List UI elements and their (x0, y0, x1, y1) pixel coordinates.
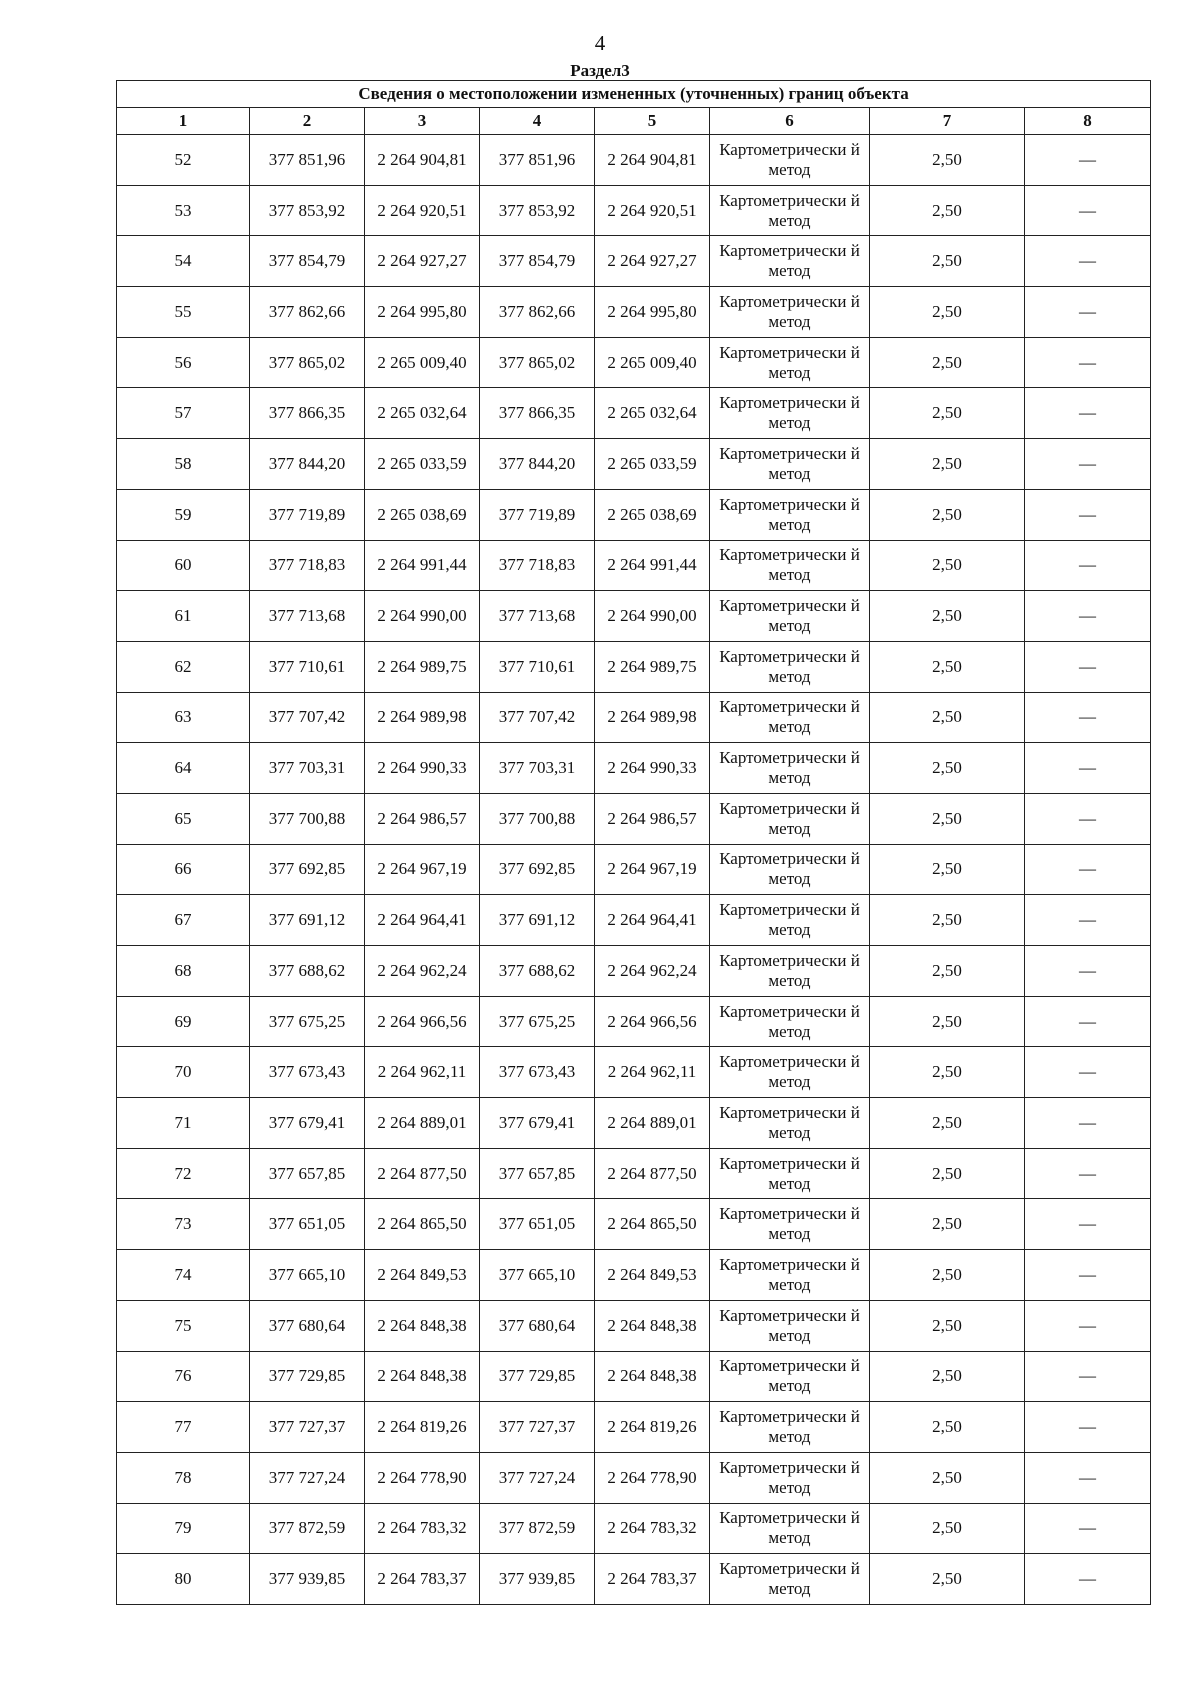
x-old-cell: 377 703,31 (250, 743, 365, 794)
method-cell: Картометрически й метод (710, 996, 870, 1047)
x-old-cell: 377 844,20 (250, 439, 365, 490)
y-old-cell: 2 264 848,38 (365, 1351, 480, 1402)
accuracy-cell: 2,50 (870, 591, 1025, 642)
table-row (117, 185, 1151, 236)
description-cell: — (1025, 540, 1151, 591)
table-caption: Сведения о местоположении измененных (уточненных) границ объекта (117, 81, 1151, 108)
accuracy-cell: 2,50 (870, 895, 1025, 946)
y-old-cell: 2 264 778,90 (365, 1452, 480, 1503)
accuracy-cell: 2,50 (870, 1351, 1025, 1402)
table-row (117, 946, 1151, 997)
method-cell: Картометрически й метод (710, 1503, 870, 1554)
x-new-cell: 377 713,68 (480, 591, 595, 642)
method-cell: Картометрически й метод (710, 236, 870, 287)
y-old-cell: 2 264 967,19 (365, 844, 480, 895)
x-old-cell: 377 727,24 (250, 1452, 365, 1503)
y-old-cell: 2 264 920,51 (365, 185, 480, 236)
y-new-cell: 2 264 991,44 (595, 540, 710, 591)
y-old-cell: 2 264 962,11 (365, 1047, 480, 1098)
y-new-cell: 2 264 778,90 (595, 1452, 710, 1503)
x-new-cell: 377 718,83 (480, 540, 595, 591)
x-new-cell: 377 673,43 (480, 1047, 595, 1098)
point-number-cell: 54 (117, 236, 250, 287)
y-new-cell: 2 264 989,98 (595, 692, 710, 743)
y-new-cell: 2 264 962,24 (595, 946, 710, 997)
x-old-cell: 377 866,35 (250, 388, 365, 439)
x-new-cell: 377 665,10 (480, 1250, 595, 1301)
accuracy-cell: 2,50 (870, 1402, 1025, 1453)
point-number-cell: 67 (117, 895, 250, 946)
point-number-cell: 64 (117, 743, 250, 794)
y-new-cell: 2 264 920,51 (595, 185, 710, 236)
y-old-cell: 2 264 865,50 (365, 1199, 480, 1250)
table-row (117, 1098, 1151, 1149)
description-cell: — (1025, 439, 1151, 490)
x-old-cell: 377 680,64 (250, 1300, 365, 1351)
point-number-cell: 76 (117, 1351, 250, 1402)
x-new-cell: 377 651,05 (480, 1199, 595, 1250)
table-row (117, 1199, 1151, 1250)
x-new-cell: 377 691,12 (480, 895, 595, 946)
y-old-cell: 2 264 962,24 (365, 946, 480, 997)
x-new-cell: 377 719,89 (480, 489, 595, 540)
point-number-cell: 68 (117, 946, 250, 997)
column-number: 8 (1025, 108, 1151, 135)
y-old-cell: 2 264 783,32 (365, 1503, 480, 1554)
y-new-cell: 2 264 966,56 (595, 996, 710, 1047)
column-number: 1 (117, 108, 250, 135)
table-row (117, 337, 1151, 388)
y-new-cell: 2 264 783,37 (595, 1554, 710, 1605)
table-row (117, 135, 1151, 186)
point-number-cell: 69 (117, 996, 250, 1047)
x-old-cell: 377 707,42 (250, 692, 365, 743)
column-number: 6 (710, 108, 870, 135)
method-cell: Картометрически й метод (710, 540, 870, 591)
description-cell: — (1025, 1452, 1151, 1503)
description-cell: — (1025, 1402, 1151, 1453)
y-old-cell: 2 264 849,53 (365, 1250, 480, 1301)
x-old-cell: 377 657,85 (250, 1148, 365, 1199)
point-number-cell: 61 (117, 591, 250, 642)
point-number-cell: 70 (117, 1047, 250, 1098)
method-cell: Картометрически й метод (710, 895, 870, 946)
method-cell: Картометрически й метод (710, 388, 870, 439)
method-cell: Картометрически й метод (710, 1148, 870, 1199)
section-title: Раздел3 (570, 61, 630, 80)
accuracy-cell: 2,50 (870, 1300, 1025, 1351)
table-row (117, 1148, 1151, 1199)
accuracy-cell: 2,50 (870, 743, 1025, 794)
accuracy-cell: 2,50 (870, 388, 1025, 439)
column-number: 7 (870, 108, 1025, 135)
y-new-cell: 2 264 889,01 (595, 1098, 710, 1149)
point-number-cell: 78 (117, 1452, 250, 1503)
accuracy-cell: 2,50 (870, 844, 1025, 895)
y-old-cell: 2 264 989,98 (365, 692, 480, 743)
x-new-cell: 377 679,41 (480, 1098, 595, 1149)
method-cell: Картометрически й метод (710, 1199, 870, 1250)
x-new-cell: 377 866,35 (480, 388, 595, 439)
table-row (117, 236, 1151, 287)
method-cell: Картометрически й метод (710, 591, 870, 642)
x-new-cell: 377 710,61 (480, 641, 595, 692)
y-new-cell: 2 264 819,26 (595, 1402, 710, 1453)
accuracy-cell: 2,50 (870, 1047, 1025, 1098)
description-cell: — (1025, 946, 1151, 997)
description-cell: — (1025, 1199, 1151, 1250)
y-old-cell: 2 264 995,80 (365, 287, 480, 338)
description-cell: — (1025, 844, 1151, 895)
y-new-cell: 2 264 927,27 (595, 236, 710, 287)
y-old-cell: 2 264 783,37 (365, 1554, 480, 1605)
accuracy-cell: 2,50 (870, 1250, 1025, 1301)
x-new-cell: 377 680,64 (480, 1300, 595, 1351)
point-number-cell: 75 (117, 1300, 250, 1351)
x-old-cell: 377 718,83 (250, 540, 365, 591)
accuracy-cell: 2,50 (870, 489, 1025, 540)
description-cell: — (1025, 996, 1151, 1047)
description-cell: — (1025, 185, 1151, 236)
accuracy-cell: 2,50 (870, 236, 1025, 287)
x-new-cell: 377 854,79 (480, 236, 595, 287)
accuracy-cell: 2,50 (870, 439, 1025, 490)
method-cell: Картометрически й метод (710, 1047, 870, 1098)
method-cell: Картометрически й метод (710, 1351, 870, 1402)
y-new-cell: 2 264 962,11 (595, 1047, 710, 1098)
x-old-cell: 377 851,96 (250, 135, 365, 186)
method-cell: Картометрически й метод (710, 743, 870, 794)
x-old-cell: 377 939,85 (250, 1554, 365, 1605)
point-number-cell: 63 (117, 692, 250, 743)
method-cell: Картометрически й метод (710, 1554, 870, 1605)
y-new-cell: 2 264 848,38 (595, 1300, 710, 1351)
accuracy-cell: 2,50 (870, 641, 1025, 692)
description-cell: — (1025, 1250, 1151, 1301)
method-cell: Картометрически й метод (710, 692, 870, 743)
method-cell: Картометрически й метод (710, 337, 870, 388)
point-number-cell: 53 (117, 185, 250, 236)
x-old-cell: 377 692,85 (250, 844, 365, 895)
accuracy-cell: 2,50 (870, 1148, 1025, 1199)
point-number-cell: 56 (117, 337, 250, 388)
point-number-cell: 58 (117, 439, 250, 490)
description-cell: — (1025, 1554, 1151, 1605)
method-cell: Картометрически й метод (710, 1250, 870, 1301)
page-number: 4 (594, 31, 606, 55)
y-new-cell: 2 264 964,41 (595, 895, 710, 946)
x-old-cell: 377 673,43 (250, 1047, 365, 1098)
x-new-cell: 377 729,85 (480, 1351, 595, 1402)
method-cell: Картометрически й метод (710, 135, 870, 186)
description-cell: — (1025, 337, 1151, 388)
x-old-cell: 377 719,89 (250, 489, 365, 540)
point-number-cell: 57 (117, 388, 250, 439)
table-row (117, 1047, 1151, 1098)
description-cell: — (1025, 1300, 1151, 1351)
table-row (117, 540, 1151, 591)
y-new-cell: 2 264 848,38 (595, 1351, 710, 1402)
accuracy-cell: 2,50 (870, 692, 1025, 743)
y-old-cell: 2 265 032,64 (365, 388, 480, 439)
point-number-cell: 52 (117, 135, 250, 186)
accuracy-cell: 2,50 (870, 185, 1025, 236)
x-new-cell: 377 853,92 (480, 185, 595, 236)
x-new-cell: 377 707,42 (480, 692, 595, 743)
accuracy-cell: 2,50 (870, 287, 1025, 338)
y-new-cell: 2 264 904,81 (595, 135, 710, 186)
x-old-cell: 377 675,25 (250, 996, 365, 1047)
point-number-cell: 79 (117, 1503, 250, 1554)
table-row (117, 641, 1151, 692)
accuracy-cell: 2,50 (870, 1554, 1025, 1605)
point-number-cell: 55 (117, 287, 250, 338)
table-row (117, 287, 1151, 338)
point-number-cell: 60 (117, 540, 250, 591)
table-row (117, 692, 1151, 743)
accuracy-cell: 2,50 (870, 996, 1025, 1047)
y-new-cell: 2 264 865,50 (595, 1199, 710, 1250)
accuracy-cell: 2,50 (870, 135, 1025, 186)
y-new-cell: 2 264 877,50 (595, 1148, 710, 1199)
y-new-cell: 2 265 032,64 (595, 388, 710, 439)
description-cell: — (1025, 895, 1151, 946)
x-old-cell: 377 700,88 (250, 793, 365, 844)
method-cell: Картометрически й метод (710, 844, 870, 895)
method-cell: Картометрически й метод (710, 793, 870, 844)
description-cell: — (1025, 1098, 1151, 1149)
x-new-cell: 377 692,85 (480, 844, 595, 895)
column-number: 3 (365, 108, 480, 135)
x-new-cell: 377 703,31 (480, 743, 595, 794)
method-cell: Картометрически й метод (710, 1098, 870, 1149)
table-row (117, 793, 1151, 844)
method-cell: Картометрически й метод (710, 185, 870, 236)
y-new-cell: 2 265 009,40 (595, 337, 710, 388)
table-row (117, 388, 1151, 439)
y-new-cell: 2 264 967,19 (595, 844, 710, 895)
y-new-cell: 2 264 986,57 (595, 793, 710, 844)
method-cell: Картометрически й метод (710, 439, 870, 490)
description-cell: — (1025, 1047, 1151, 1098)
x-old-cell: 377 713,68 (250, 591, 365, 642)
x-new-cell: 377 844,20 (480, 439, 595, 490)
y-old-cell: 2 264 848,38 (365, 1300, 480, 1351)
method-cell: Картометрически й метод (710, 287, 870, 338)
description-cell: — (1025, 591, 1151, 642)
x-old-cell: 377 727,37 (250, 1402, 365, 1453)
x-new-cell: 377 727,24 (480, 1452, 595, 1503)
coordinates-table (116, 80, 1151, 1605)
y-new-cell: 2 264 989,75 (595, 641, 710, 692)
y-old-cell: 2 264 990,00 (365, 591, 480, 642)
table-row (117, 1503, 1151, 1554)
description-cell: — (1025, 793, 1151, 844)
table-row (117, 1250, 1151, 1301)
method-cell: Картометрически й метод (710, 1300, 870, 1351)
table-row (117, 743, 1151, 794)
table-row (117, 895, 1151, 946)
table-body (117, 135, 1151, 1605)
y-old-cell: 2 264 819,26 (365, 1402, 480, 1453)
y-old-cell: 2 264 966,56 (365, 996, 480, 1047)
column-number: 5 (595, 108, 710, 135)
x-old-cell: 377 688,62 (250, 946, 365, 997)
column-number-row (117, 108, 1151, 135)
y-old-cell: 2 264 889,01 (365, 1098, 480, 1149)
method-cell: Картометрически й метод (710, 1402, 870, 1453)
table-row (117, 489, 1151, 540)
description-cell: — (1025, 743, 1151, 794)
description-cell: — (1025, 287, 1151, 338)
column-number: 4 (480, 108, 595, 135)
point-number-cell: 77 (117, 1402, 250, 1453)
table-row (117, 996, 1151, 1047)
description-cell: — (1025, 1351, 1151, 1402)
y-old-cell: 2 265 033,59 (365, 439, 480, 490)
x-old-cell: 377 729,85 (250, 1351, 365, 1402)
x-old-cell: 377 651,05 (250, 1199, 365, 1250)
accuracy-cell: 2,50 (870, 1199, 1025, 1250)
y-old-cell: 2 264 990,33 (365, 743, 480, 794)
accuracy-cell: 2,50 (870, 1503, 1025, 1554)
table-row (117, 439, 1151, 490)
table-row (117, 844, 1151, 895)
x-new-cell: 377 700,88 (480, 793, 595, 844)
point-number-cell: 74 (117, 1250, 250, 1301)
description-cell: — (1025, 1503, 1151, 1554)
description-cell: — (1025, 135, 1151, 186)
accuracy-cell: 2,50 (870, 793, 1025, 844)
y-old-cell: 2 264 989,75 (365, 641, 480, 692)
column-number: 2 (250, 108, 365, 135)
y-old-cell: 2 265 009,40 (365, 337, 480, 388)
table-row (117, 1402, 1151, 1453)
y-old-cell: 2 264 991,44 (365, 540, 480, 591)
y-new-cell: 2 264 990,00 (595, 591, 710, 642)
x-new-cell: 377 872,59 (480, 1503, 595, 1554)
table-row (117, 1452, 1151, 1503)
x-old-cell: 377 665,10 (250, 1250, 365, 1301)
x-new-cell: 377 862,66 (480, 287, 595, 338)
method-cell: Картометрически й метод (710, 489, 870, 540)
point-number-cell: 80 (117, 1554, 250, 1605)
x-new-cell: 377 688,62 (480, 946, 595, 997)
y-new-cell: 2 265 033,59 (595, 439, 710, 490)
accuracy-cell: 2,50 (870, 540, 1025, 591)
y-new-cell: 2 264 783,32 (595, 1503, 710, 1554)
x-new-cell: 377 657,85 (480, 1148, 595, 1199)
x-old-cell: 377 865,02 (250, 337, 365, 388)
x-old-cell: 377 872,59 (250, 1503, 365, 1554)
description-cell: — (1025, 1148, 1151, 1199)
description-cell: — (1025, 692, 1151, 743)
x-old-cell: 377 862,66 (250, 287, 365, 338)
method-cell: Картометрически й метод (710, 641, 870, 692)
method-cell: Картометрически й метод (710, 1452, 870, 1503)
y-old-cell: 2 264 986,57 (365, 793, 480, 844)
table-row (117, 1351, 1151, 1402)
point-number-cell: 66 (117, 844, 250, 895)
accuracy-cell: 2,50 (870, 1098, 1025, 1149)
point-number-cell: 73 (117, 1199, 250, 1250)
accuracy-cell: 2,50 (870, 946, 1025, 997)
point-number-cell: 62 (117, 641, 250, 692)
method-cell: Картометрически й метод (710, 946, 870, 997)
y-old-cell: 2 264 904,81 (365, 135, 480, 186)
x-old-cell: 377 691,12 (250, 895, 365, 946)
y-old-cell: 2 264 877,50 (365, 1148, 480, 1199)
x-new-cell: 377 675,25 (480, 996, 595, 1047)
description-cell: — (1025, 388, 1151, 439)
point-number-cell: 65 (117, 793, 250, 844)
x-new-cell: 377 851,96 (480, 135, 595, 186)
table-row (117, 1300, 1151, 1351)
y-old-cell: 2 264 964,41 (365, 895, 480, 946)
y-new-cell: 2 264 849,53 (595, 1250, 710, 1301)
table-row (117, 1554, 1151, 1605)
x-new-cell: 377 865,02 (480, 337, 595, 388)
table-row (117, 591, 1151, 642)
x-old-cell: 377 854,79 (250, 236, 365, 287)
accuracy-cell: 2,50 (870, 337, 1025, 388)
x-old-cell: 377 679,41 (250, 1098, 365, 1149)
x-new-cell: 377 939,85 (480, 1554, 595, 1605)
x-old-cell: 377 710,61 (250, 641, 365, 692)
y-new-cell: 2 264 990,33 (595, 743, 710, 794)
accuracy-cell: 2,50 (870, 1452, 1025, 1503)
y-old-cell: 2 265 038,69 (365, 489, 480, 540)
description-cell: — (1025, 489, 1151, 540)
y-new-cell: 2 264 995,80 (595, 287, 710, 338)
point-number-cell: 72 (117, 1148, 250, 1199)
description-cell: — (1025, 641, 1151, 692)
point-number-cell: 59 (117, 489, 250, 540)
description-cell: — (1025, 236, 1151, 287)
point-number-cell: 71 (117, 1098, 250, 1149)
x-old-cell: 377 853,92 (250, 185, 365, 236)
y-old-cell: 2 264 927,27 (365, 236, 480, 287)
y-new-cell: 2 265 038,69 (595, 489, 710, 540)
x-new-cell: 377 727,37 (480, 1402, 595, 1453)
